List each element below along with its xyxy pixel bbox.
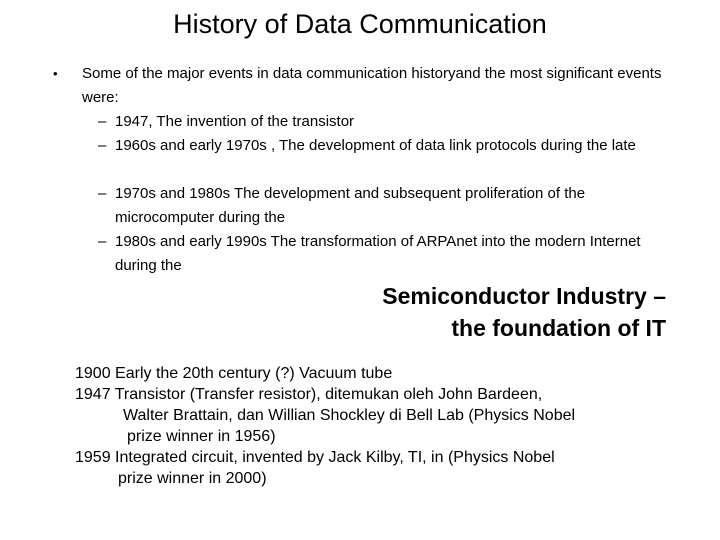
- sub-item: [98, 110, 658, 134]
- timeline-line: prize winner in 1956): [127, 428, 276, 445]
- dash-marker: –: [98, 185, 107, 202]
- sub-item: [98, 134, 658, 158]
- sub-item: [98, 182, 658, 230]
- timeline-line: 1947 Transistor (Transfer resistor), ditemukan oleh John Bardeen,: [75, 386, 543, 403]
- slide-title: History of Data Communication: [173, 9, 547, 39]
- timeline-line: prize winner in 2000): [118, 470, 267, 487]
- timeline-line: 1959 Integrated circuit, invented by Jack Kilby, TI, in (Physics Nobel: [75, 449, 555, 466]
- timeline-line: 1900 Early the 20th century (?) Vacuum tube: [75, 365, 393, 382]
- timeline-text: [75, 363, 675, 489]
- section-heading: [382, 280, 666, 344]
- sub-item-text: 1980s and early 1990s The transformation of ARPAnet into the modern Internet during the: [115, 233, 641, 274]
- dash-marker: –: [98, 113, 107, 130]
- sub-item-text: 1970s and 1980s The development and subsequent proliferation of the microcomputer during the: [115, 185, 586, 226]
- sub-item: [98, 230, 658, 278]
- sub-item-text: 1960s and early 1970s , The development of data link protocols during the late: [115, 137, 636, 154]
- section-heading-line-1: Semiconductor Industry –: [382, 283, 666, 309]
- intro-text: Some of the major events in data communication historyand the most significant events were:: [82, 65, 662, 106]
- timeline-line: Walter Brattain, dan Willian Shockley di Bell Lab (Physics Nobel: [123, 407, 576, 424]
- section-heading-line-2: the foundation of IT: [451, 315, 666, 341]
- dash-marker: –: [98, 137, 107, 154]
- dash-marker: –: [98, 233, 107, 250]
- sub-item-text: 1947, The invention of the transistor: [115, 113, 355, 130]
- bullet-point: •: [53, 66, 58, 81]
